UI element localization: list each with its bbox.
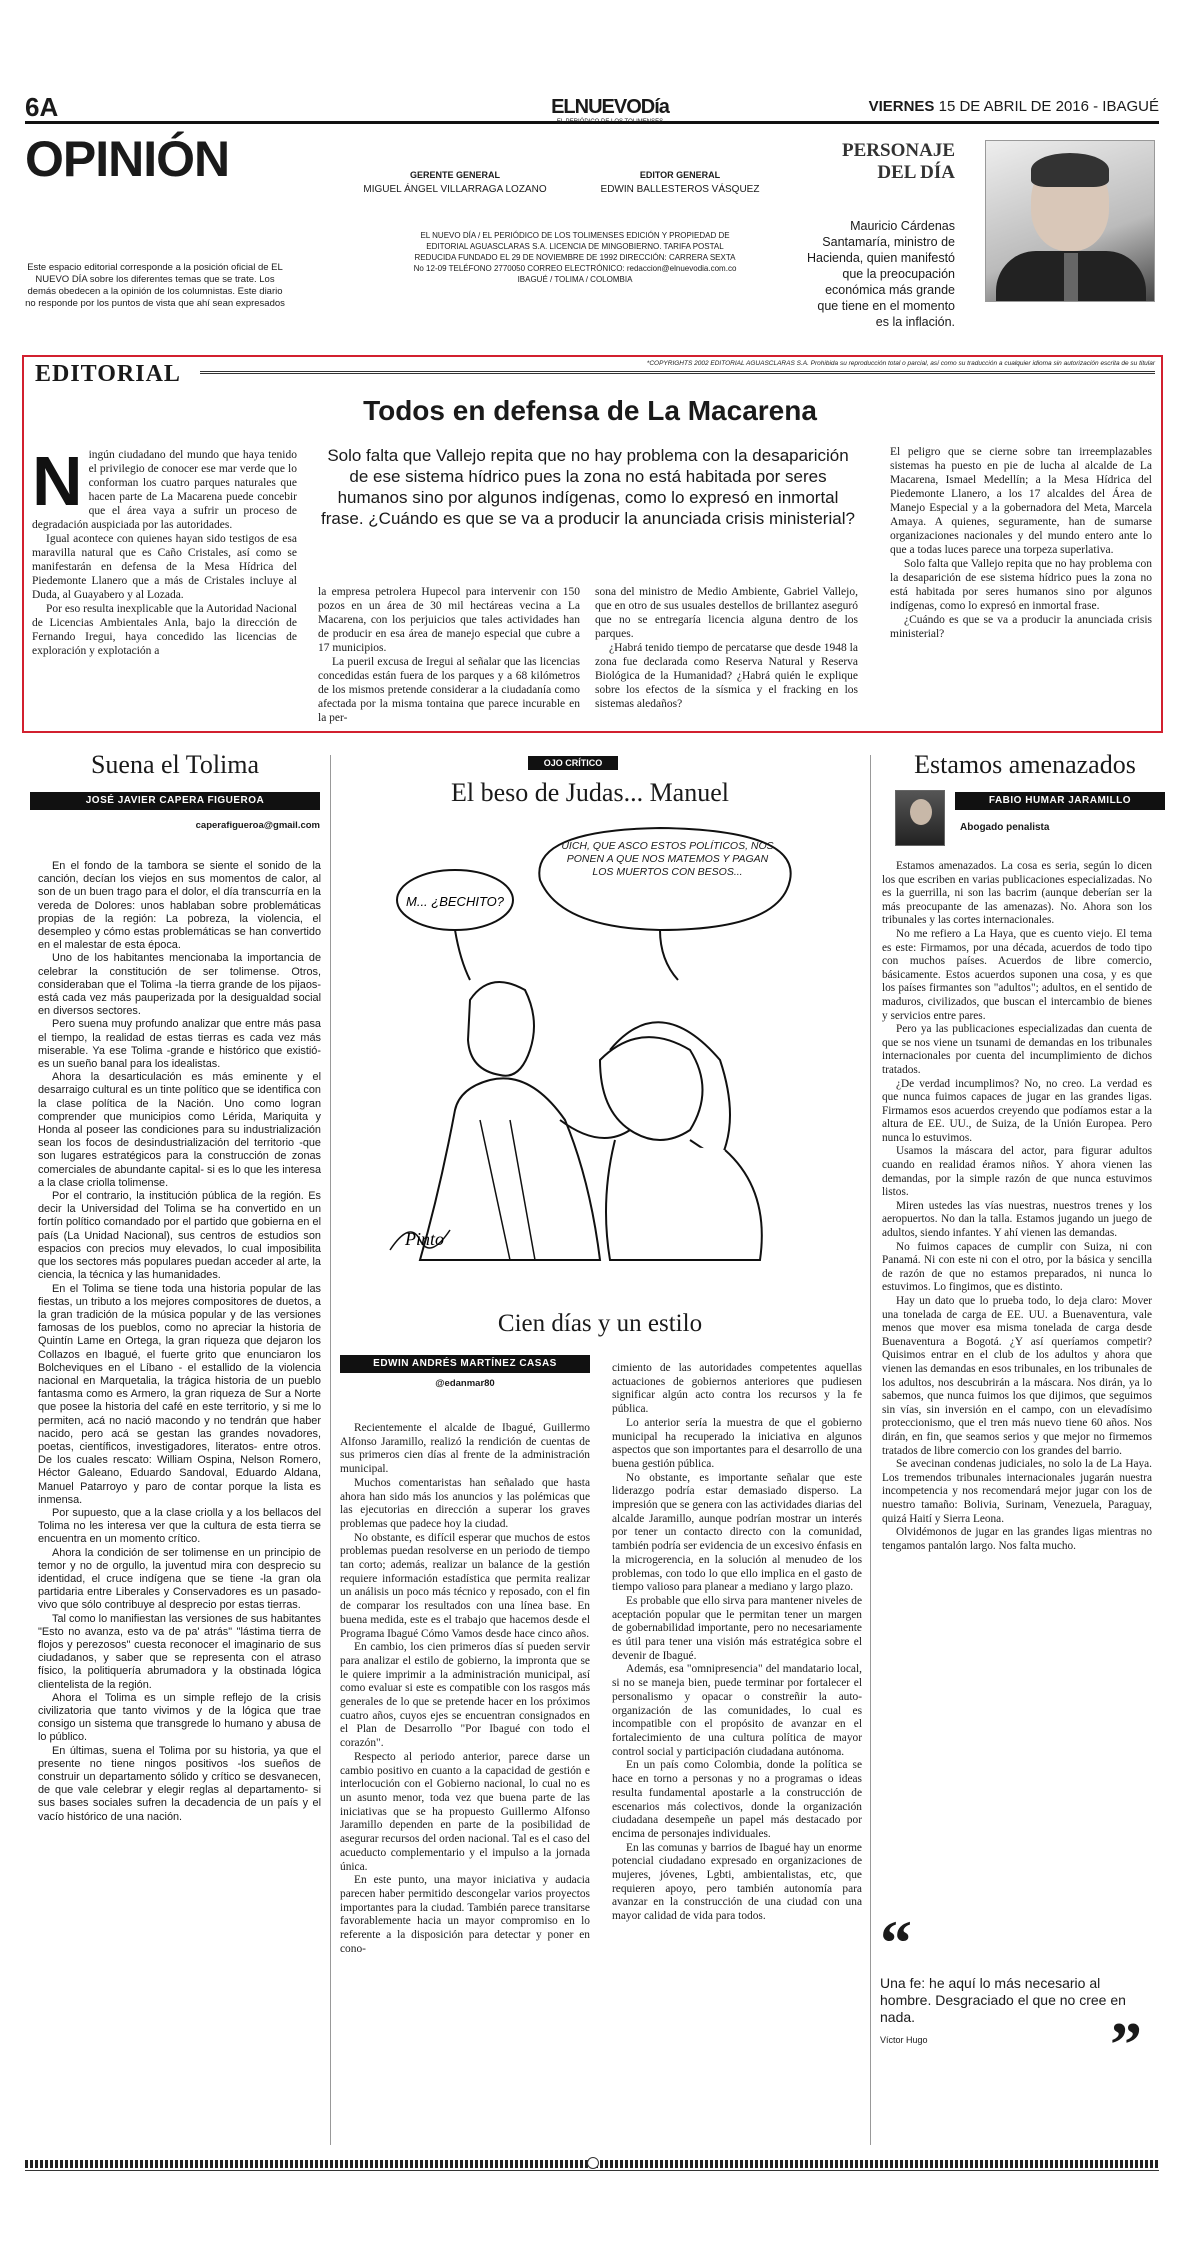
open-quote-icon: “ — [880, 1907, 912, 1978]
estamos-title: Estamos amenazados — [914, 750, 1136, 779]
editorial-tag: EDITORIAL — [35, 361, 187, 388]
editor-block — [580, 170, 780, 195]
cien-title: Cien días y un estilo — [497, 1310, 703, 1337]
bubble-2-wrap — [555, 840, 780, 925]
paragraph: sona del ministro de Medio Ambiente, Gabriel Vallejo, que en otro de sus usuales destellos de brillantez aseguró que no se entregaría licencia alguna dentro de los parques. — [595, 586, 858, 640]
paragraph: Igual acontece con quienes hayan sido testigos de esa maravilla natural que es Caño Cristales, así como se manifestarán en defensa de la Mesa Hídrica del Piedemonte Llanero que a más de Cristales incluye al Duda, al Guayabero y al Lozada. — [32, 533, 297, 601]
paragraph: Es probable que ello sirva para mantener niveles de aceptación popular que le permitan tener un margen de gobernabilidad importante, pero no necesariamente es útil para tener una visión más estratégica sobre el devenir de Ibagué. — [612, 1594, 862, 1662]
paragraph: Tal como lo manifiestan las versiones de sus habitantes "Esto no avanza, esto va de pa' atrás" "lástima tierra de flojos y perezosos" cuesta reconocer el imaginario de sus ciudadanos, y saber que se representa con el atraso físico, la politiquería abrumadora y la obstinada lógica clientelista de la región. — [38, 1612, 321, 1691]
paragraph: Ahora el Tolima es un simple reflejo de la crisis civilizatoria que tanto vivimos y de la lógica que trae consigo un sistema que transgrede lo humano y abusa de lo público. — [38, 1691, 321, 1744]
pull-quote: Solo falta que Vallejo repita que no hay problema con la desaparición de ese sistema hídrico pues la zona no está habitada por seres humanos sino por algunos indígenas, como lo expresó en inmortal frase. ¿Cuándo es que se va a producir la anunciada crisis ministerial? — [321, 446, 855, 528]
page-number: 6A — [25, 92, 59, 122]
editorial-column-1 — [32, 442, 297, 658]
paragraph: En este punto, una mayor iniciativa y audacia parecen haber permitido descongelar varios proyectos importantes para la ciudad. También parece transitarse favorablemente hacia un mayor compromiso en lo referente a la disposición para detectar y poner en cono- — [340, 1874, 590, 1955]
bubble-1: M... ¿BECHITO? — [406, 894, 504, 909]
editorial-title: Todos en defensa de La Macarena — [363, 395, 817, 426]
cien-twitter: @edanmar80 — [435, 1378, 495, 1389]
copyright-note: *COPYRIGHTS 2002 EDITORIAL AGUASCLARAS S.A. Prohibida su reproducción total o parcial, así como su traducción a cualquier idioma sin autorización escrita de su titular — [646, 360, 1155, 367]
paragraph: ¿De verdad incumplimos? No, no creo. La verdad es que nunca fuimos capaces de jugar en las grandes ligas. Firmamos esos acuerdos creyendo que podíamos estar a la altura de EE. UU., de Suiza, de la Unión Europea. Pero nunca lo estuvimos. — [882, 1077, 1152, 1144]
author-avatar — [895, 790, 945, 846]
paragraph: El peligro que se cierne sobre tan irreemplazables sistemas ha puesto en pie de lucha al alcalde de La Macarena, Ismael Medellín; a la Mesa Hídrica del Piedemonte Llanero, a los 17 alcaldes del Área de Manejo Especial y a la gobernadora del Meta, Marcela Amaya. A quienes, seguramente, han de sumarse organizaciones nacionales y del mundo entero ante lo que a todas luces parece una torpeza superlativa. — [890, 446, 1152, 556]
cartoon-title: El beso de Judas... Manuel — [450, 778, 729, 807]
paragraph: Por el contrario, la institución pública de la región. Es decir la Universidad del Tolima se ha convertido en un fortín político comandado por el partido que gobierna en el país (La Unidad Nacional), sus centros de estudios son espacios con precios muy elevados, lo cual imposibilita que los sectores más populares puedan acceder al arte, la ciencia, la técnica y las humanidades. — [38, 1190, 321, 1282]
paragraph: Ahora la condición de ser tolimense en un principio de temor y no de orgullo, la juventud mira con desprecio su identidad, el cruce indígena que se tiene -la gran ola partidaria entre Liberales y Conservadores es un pasado- vivo que sólo contribuye al desprecio por estas tierras. — [38, 1546, 321, 1612]
cien-author: EDWIN ANDRÉS MARTÍNEZ CASAS — [340, 1355, 590, 1373]
personaje-photo — [985, 140, 1155, 302]
close-quote-icon: ” — [1110, 2009, 1142, 2080]
editorial-column-3 — [595, 585, 858, 711]
paragraph: Además, esa "omnipresencia" del mandatario local, si no se maneja bien, puede terminar por fortalecer el personalismo y opacar o constreñir la auto-organización de las comunidades, lo cual es incompatible con el propósito de avanzar en el fortalecimiento de una cultura política de mayor control social y participación ciudadana autónoma. — [612, 1663, 862, 1758]
tolima-header — [30, 750, 320, 831]
paragraph: Solo falta que Vallejo repita que no hay problema con la desaparición de ese sistema hídrico pues la zona no está habitada por seres humanos sino por algunos indígenas, como lo expresó en inmortal frase. — [890, 558, 1152, 612]
paragraph: En cambio, los cien primeros días sí pueden servir para analizar el estilo de gobierno, la impronta que se le quiere imprimir a la administración municipal, así como evaluar si este es compatible con los rasgos más generales de lo que se pretende hacer en los próximos cuatro años, cuyos ejes se encuentran consignados en el Plan de Desarrollo "Por Ibagué con todo el corazón". — [340, 1641, 590, 1750]
editorial-rule — [200, 371, 1155, 374]
cartoon-signature: Pinto — [405, 1229, 444, 1249]
paragraph: Olvidémonos de jugar en las grandes ligas mientras no tengamos pantalón largo. Nos falta mucho. — [882, 1526, 1152, 1552]
cartoon-drawing — [360, 820, 840, 1270]
masthead-info: EL NUEVO DÍA / EL PERIÓDICO DE LOS TOLIMENSES EDICIÓN Y PROPIEDAD DE EDITORIAL AGUASCLARAS S.A. LICENCIA DE MINGOBIERNO. TARIFA POSTAL REDUCIDA FUNDADO EL 29 DE NOVIEMBRE DE 1992 DIRECCIÓN: CARRERA SEXTA No 12-09 TELÉFONO 2770050 CORREO ELECTRÓNICO: redaccion@elnuevodia.com.co IBAGUÉ / TOLIMA / COLOMBIA — [413, 231, 737, 284]
personaje-title: PERSONAJE DEL DÍA — [842, 140, 955, 183]
tolima-email: caperafigueroa@gmail.com — [195, 820, 320, 831]
estamos-author: FABIO HUMAR JARAMILLO — [955, 792, 1165, 810]
editorial-column-2 — [318, 585, 580, 725]
editorial-cartoon — [360, 820, 840, 1270]
issue-date: VIERNES 15 DE ABRIL DE 2016 - IBAGUÉ — [868, 98, 1159, 115]
paragraph: Pero ya las publicaciones especializadas dan cuenta de que se nos viene un tsunami de demandas en los tribunales internacionales por cuenta del incumplimiento de dichos tratados. — [882, 1023, 1152, 1076]
bubble-2: UICH, QUE ASCO ESTOS POLÍTICOS, NOS PONEN A QUE NOS MATEMOS Y PAGAN LOS MUERTOS CON BESOS... — [561, 840, 774, 878]
paragraph: cimiento de las autoridades competentes aquellas actuaciones de gobiernos anteriores que pudiesen significar algún acto contra los recursos y la fe pública. — [612, 1362, 862, 1416]
tolima-title: Suena el Tolima — [90, 750, 260, 779]
column-divider — [330, 755, 331, 2145]
paragraph: Lo anterior sería la muestra de que el gobierno municipal ha recuperado la iniciativa en algunos aspectos que son importantes para el desarrollo de una buena gestión pública. — [612, 1416, 862, 1470]
newspaper-logo: ELNUEVODía EL PERIÓDICO DE LOS TOLIMENSES — [551, 96, 669, 125]
paragraph: ¿Cuándo es que se va a producir la anunciada crisis ministerial? — [890, 614, 1152, 640]
paragraph: En últimas, suena el Tolima por su historia, ya que el presente no tiene ningos positivos -los sueños de construir un departamento sólido y crítico se desvanecen, de que vale celebrar y elegir reglas al departamento- si sus bases sociales sufren la decadencia de un país y el vacío histórico de una nación. — [38, 1744, 321, 1823]
paragraph: Se avecinan condenas judiciales, no solo la de La Haya. Los tremendos tribunales internacionales jugarán nuestra incompetencia y nos recomendará mejor jugar con los de nuestro tamaño: Bolivia, Surinam, Venezuela, Paraguay, quizá Haití y Sierra Leona. — [882, 1458, 1152, 1525]
personaje-text: Mauricio Cárdenas Santamaría, ministro de Hacienda, quien manifestó que la preocupación económica más grande que tiene en el momento es la inflación. — [806, 219, 955, 329]
cien-column-1 — [340, 1422, 590, 1956]
bottom-line — [25, 2170, 1159, 2171]
paragraph: No fuimos capaces de cumplir con Suiza, ni con Panamá. Ni con este ni con el otro, por la básica y sencilla de razón de que no estamos preparados, ni nunca lo estuvimos. Lo fingimos, que es distinto. — [882, 1240, 1152, 1294]
paragraph: En un país como Colombia, donde la política se hace en torno a personas y no a programas o ideas resulta fundamental apostarle a la construcción de escenarios más colectivos, donde la organización ciudadana desempeñe un papel más destacado por encima de personajes individuales. — [612, 1759, 862, 1840]
paragraph: ingún ciudadano del mundo que haya tenido el privilegio de conocer ese mar verde que lo conforman los cuatro parques naturales que hacen parte de La Macarena puede concebir que el área vaya a sufrir un proceso de degradación auspiciada por las autoridades. — [32, 449, 297, 531]
tolima-body — [38, 860, 321, 1824]
paragraph: Por eso resulta inexplicable que la Autoridad Nacional de Licencias Ambientales Anla, bajo la dirección de Fernando Iregui, haya concedido las licencias de exploración y explotación a — [32, 603, 297, 657]
paragraph: En las comunas y barrios de Ibagué hay un enorme potencial ciudadano expresado en organizaciones de mujeres, jóvenes, Lgbti, ambientalistas, etc, que requieren apoyo, pero también autonomía para avanzar en la construcción de una ciudad con una mayor calidad de vida para todos. — [612, 1841, 862, 1923]
paragraph: Pero suena muy profundo analizar que entre más pasa el tiempo, la realidad de estas tierras es cada vez más miserable. Ya ese Tolima -grande e histórico que existió- es un sueño banal para los idealistas. — [38, 1018, 321, 1071]
paragraph: Recientemente el alcalde de Ibagué, Guillermo Alfonso Jaramillo, realizó la rendición de cuentas de sus primeros cien días al frente de la administración municipal. — [340, 1422, 590, 1476]
top-header-bar — [25, 90, 1159, 124]
paragraph: ¿Habrá tenido tiempo de percatarse que desde 1948 la zona fue declarada como Reserva Natural y Reserva Biológica de la Humanidad? ¿Habrá quién le explique sobre los efectos de la sísmica y el fracking en los sistemas aledaños? — [595, 642, 858, 710]
ojo-critico-tag: OJO CRÍTICO — [528, 756, 618, 770]
paragraph: No obstante, es difícil esperar que muchos de estos problemas puedan resolverse en un periodo de tiempo tan corto; además, realizar un balance de la gestión requiere información estadística que permita realizar un análisis un poco más técnico y reposado, con el fin de comparar los resultados con una línea base. En buena medida, este es el trabajo que hacemos desde el Programa Ibagué Cómo Vamos desde hace cinco años. — [340, 1531, 590, 1640]
paragraph: Por supuesto, que a la clase criolla y a los bellacos del Tolima no les interesa ver que la cultura de esta tierra se encuentra en un momento crítico. — [38, 1506, 321, 1546]
tolima-author: JOSÉ JAVIER CAPERA FIGUEROA — [30, 792, 320, 810]
paragraph: En el Tolima se tiene toda una historia popular de las fiestas, un tributo a los mejores compositores de duetos, a la gran tradición de la música popular y de las versiones famosas de los pueblos, como no apreciar la historia de Quintín Lame en Ortega, la gran riqueza que dejaron los Collazos en Ibagué, el fuerte grito que enunciaron los Bolcheviques en el Líbano - el estallido de la violencia nacional en Marquetalia, la trágica historia de un pueblo fantasma como es Armero, la gran riqueza de Sur a Norte que posee la historia del café en este territorio, y si me lo permiten, acá no nació macondo y no tendrán que haber nacido, pero acá se gestan las grandes novadores, poetas, científicos, investigadores, literatos- entre otros. De los cuales rescato: William Ospina, Nelson Romero, Héctor Galeano, Eduardo Sandoval, Eduardo Aldana, Manuel Patarroyo y paro de contar porque la lista es inmensa. — [38, 1282, 321, 1506]
intro-note: Este espacio editorial corresponde a la posición oficial de EL NUEVO DÍA sobre los diferentes temas que se trate. Los demás obedecen a la opinión de los columnistas. Este diario no responde por los puntos de vista que ahí sean expresados — [25, 262, 285, 309]
editorial-column-4 — [890, 445, 1152, 641]
estamos-role: Abogado penalista — [960, 822, 1050, 833]
editor-name: EDWIN BALLESTEROS VÁSQUEZ — [600, 184, 760, 195]
paragraph: No me refiero a La Haya, que es cuento viejo. El tema es este: Firmamos, por una década, acuerdos de todo tipo con muchos países. Acuerdos de libre comercio, básicamente. Estos acuerdos suponen una cosa, y es que los países firmantes son "adultos"; adultos, en el sentido de maduros, civilizados, que buscan el intercambio de bienes y servicios entre pares. — [882, 927, 1152, 1022]
drop-cap: N — [32, 442, 83, 520]
estamos-body — [882, 860, 1152, 1553]
paragraph: Respecto al periodo anterior, parece darse un cambio positivo en cuanto a la capacidad de gestión e interlocución con el Gobierno nacional, lo cual no es un asunto menor, toda vez que buena parte de las iniciativas que se ha propuesto Guillermo Alfonso Jaramillo dependen en parte de la posibilidad de asegurar recursos del orden nacional. Tal es el caso del acueducto complementario y el impulso a la jornada única. — [340, 1750, 590, 1873]
registration-mark-icon — [587, 2157, 599, 2169]
section-title: OPINIÓN — [25, 131, 230, 187]
paragraph: la empresa petrolera Hupecol para intervenir con 150 pozos en un área de 30 mil hectáreas vecina a La Macarena, con los perjuicios que tales actividades han de producir en esa área de manejo especial que cubre a 17 municipios. — [318, 586, 580, 654]
manager-label: GERENTE GENERAL — [409, 170, 500, 180]
paragraph: La pueril excusa de Iregui al señalar que las licencias concedidas están fuera de los parques y a 68 kilómetros de los mismos pretende considerar a la ciudadanía como afectada por la misma tontaina que parece incurable en la per- — [318, 656, 580, 724]
quote-author: Víctor Hugo — [880, 2035, 928, 2045]
paragraph: En el fondo de la tambora se siente el sonido de la canción, decían los viejos en sus momentos de calor, al son de un buen trago para el dolor, el día transcurría en la vereda de Dolores: unos hablaban sobre problemáticas propias de la región: La pobreza, la violencia, el desempleo y cómo estas problemáticas se han convertido en el malestar de esta época. — [38, 860, 321, 952]
paragraph: Uno de los habitantes mencionaba la importancia de celebrar la constitución de ser tolimense. Otros, consideraban que el Tolima -la tierra grande de los pijaos- está cada vez más pauperizada por la desigualdad social en diversos sectores. — [38, 952, 321, 1018]
paragraph: Muchos comentaristas han señalado que hasta ahora han sido más los anuncios y las polémicas que las ejecutorias en dirección a superar los graves problemas que padece hoy la ciudad. — [340, 1476, 590, 1530]
paragraph: Usamos la máscara del actor, para figurar adultos cuando en realidad éramos niños. Y ahora vienen las demandas, por la simple razón de que nunca estuvimos listos. — [882, 1145, 1152, 1199]
paragraph: Ahora la desarticulación es más eminente y el desarraigo cultural es un tinte político que se identifica con la clase política de la Nación. Uno como logran comprender que municipios como Lérida, Mariquita y Honda al poseer las condiciones para su industrialización sean los focos de desindustrialización del territorio -que son lugares estratégicos para la construcción de zonas comerciales de abundante capital- si es lo que les interesa a la clase criolla tolimense. — [38, 1071, 321, 1189]
manager-name: MIGUEL ÁNGEL VILLARRAGA LOZANO — [363, 184, 547, 195]
paragraph: Miren ustedes las vías nuestras, nuestros trenes y los aeropuertos. No dan la talla. Estamos jugando un juego de adultos, siendo infantes. Y ahí vienen las demandas. — [882, 1199, 1152, 1240]
paragraph: No obstante, es importante señalar que este liderazgo podría estar demasiado disperso. La impresión que se genera con las actividades diarias del alcalde Jaramillo, aunque podrían mostrar un interés por tener un contacto directo con la comunidad, también podría ser evidencia de un excesivo énfasis en la microgerencia, en la solución al menudeo de los problemas, con todo lo que ello implica en el gasto de tiempo valioso para planear a mediano y largo plazo. — [612, 1471, 862, 1594]
cien-column-2 — [612, 1362, 862, 1924]
editor-label: EDITOR GENERAL — [639, 170, 721, 180]
quote-text: Una fe: he aquí lo más necesario al hombre. Desgraciado el que no cree en nada. — [880, 1975, 1126, 2025]
paragraph: Estamos amenazados. La cosa es seria, según lo dicen los que escriben en varias publicaciones especializadas. No es la guerrilla, ni son las bacrim (aunque deberían ser la más preocupante de las amenazas). No. Ahora son los tribunales y las cortes internacionales. — [882, 860, 1152, 927]
manager-block — [355, 170, 555, 195]
column-divider — [870, 755, 871, 2145]
paragraph: Hay un dato que lo prueba todo, lo deja claro: Mover una tonelada de carga de EE. UU. a Buenaventura, vale menos que mover esa misma tonelada de carga desde Buenaventura a Bogotá. ¿Y así queríamos competir? Quisimos entrar en el club de los adultos y ahora que vienen las demandas en esos tribunales, en los tribunales de los adultos, nos descubrirán a la máscara. Nos dirán, ya lo sabemos, que nunca fuimos los que dijimos, que seguimos sin vías, sin inversión en el campo, con un elevadísimo proteccionismo, que el tren más nuevo tiene 60 años. Nos dirán, en fin, que seamos serios y que mejor no firmemos tratados de libre comercio con los grandes del barrio. — [882, 1295, 1152, 1457]
